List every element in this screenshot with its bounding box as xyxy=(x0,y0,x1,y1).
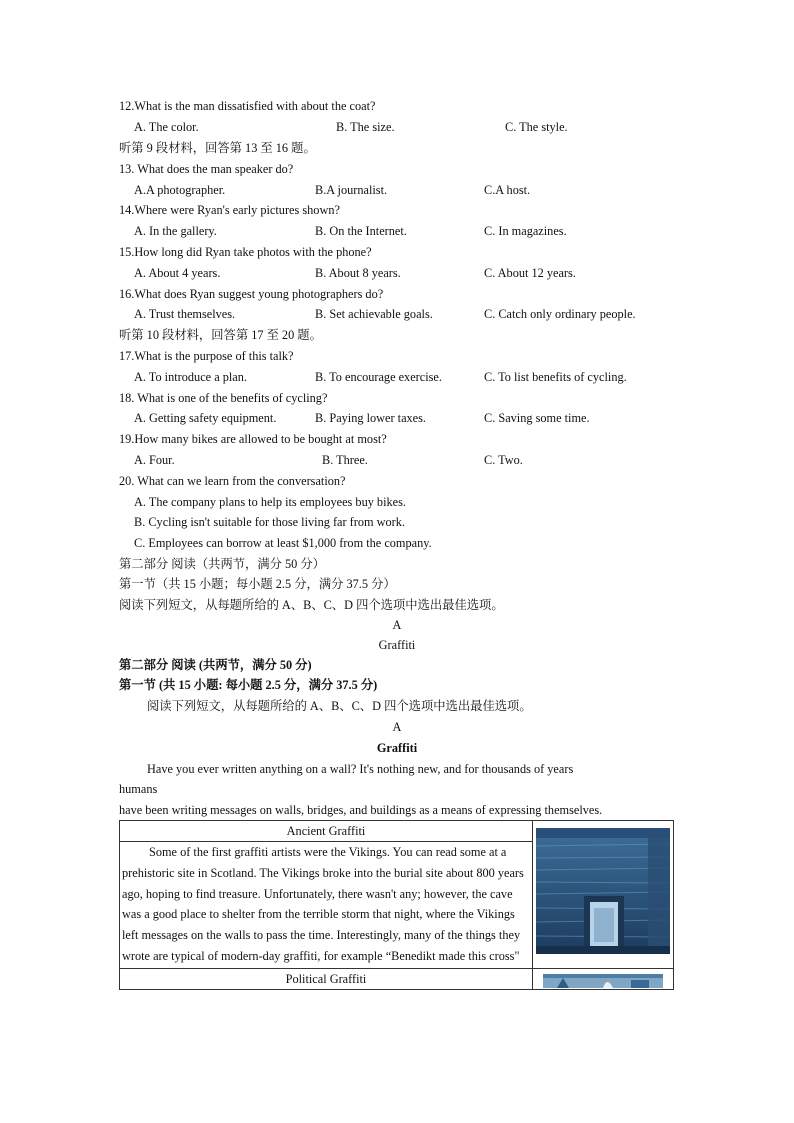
question-15-option-b: B. About 8 years. xyxy=(315,266,401,280)
question-14-option-c: C. In magazines. xyxy=(484,224,567,238)
passage-letter: A xyxy=(392,618,402,632)
question-17-option-b: B. To encourage exercise. xyxy=(315,370,442,384)
question-12-option-b: B. The size. xyxy=(336,120,395,134)
reading-section-title: 第一节（共 15 小题；每小题 2.5 分，满分 37.5 分） xyxy=(119,577,396,591)
question-19-option-b: B. Three. xyxy=(322,453,368,467)
question-12-option-c: C. The style. xyxy=(505,120,568,134)
question-16-stem: 16.What does Ryan suggest young photographers do? xyxy=(119,287,384,301)
question-13-option-a: A.A photographer. xyxy=(134,183,226,197)
question-19-option-a: A. Four. xyxy=(134,453,175,467)
reading-section-title-bold: 第一节 (共 15 小题: 每小题 2.5 分，满分 37.5 分) xyxy=(119,678,378,692)
question-20-stem: 20. What can we learn from the conversation? xyxy=(119,474,346,488)
question-12-stem: 12.What is the man dissatisfied with about the coat? xyxy=(119,99,376,113)
question-14-stem: 14.Where were Ryan's early pictures shown? xyxy=(119,203,340,217)
question-18-option-c: C. Saving some time. xyxy=(484,411,590,425)
question-20-option-b: B. Cycling isn't suitable for those living far from work. xyxy=(134,515,405,529)
question-15-option-c: C. About 12 years. xyxy=(484,266,576,280)
passage-intro-line-2: humans xyxy=(119,782,158,796)
question-16-option-c: C. Catch only ordinary people. xyxy=(484,307,636,321)
table-row xyxy=(120,821,674,969)
question-17-option-a: A. To introduce a plan. xyxy=(134,370,247,384)
passage-intro-line-3: have been writing messages on walls, bridges, and buildings as a means of expressing themselves. xyxy=(119,803,603,817)
passage-intro-line-1: Have you ever written anything on a wall? It's nothing new, and for thousands of years xyxy=(147,762,574,776)
question-13-option-b: B.A journalist. xyxy=(315,183,388,197)
ancient-graffiti-cell xyxy=(120,821,533,969)
question-13-option-c: C.A host. xyxy=(484,183,531,197)
question-18-option-b: B. Paying lower taxes. xyxy=(315,411,426,425)
political-graffiti-heading: Political Graffiti xyxy=(285,971,367,986)
section-9-instruction: 听第 9 段材料，回答第 13 至 16 题。 xyxy=(119,141,316,155)
wall-photo xyxy=(543,974,663,988)
question-20-option-c: C. Employees can borrow at least $1,000 from the company. xyxy=(134,536,432,550)
question-14-option-a: A. In the gallery. xyxy=(134,224,217,238)
reading-instruction: 阅读下列短文，从每题所给的 A、B、C、D 四个选项中选出最佳选项。 xyxy=(119,598,504,612)
question-12-option-a: A. The color. xyxy=(134,120,199,134)
question-19-option-c: C. Two. xyxy=(484,453,523,467)
question-14-option-b: B. On the Internet. xyxy=(315,224,407,238)
cave-photo xyxy=(536,828,670,954)
passage-title: Graffiti xyxy=(378,638,416,652)
question-20-option-a: A. The company plans to help its employees buy bikes. xyxy=(134,495,406,509)
question-18-stem: 18. What is one of the benefits of cycling? xyxy=(119,391,328,405)
question-18-option-a: A. Getting safety equipment. xyxy=(134,411,277,425)
ancient-graffiti-image-cell xyxy=(533,821,674,969)
reading-part-title: 第二部分 阅读（共两节，满分 50 分） xyxy=(119,557,325,571)
graffiti-table xyxy=(119,820,674,990)
reading-instruction-repeat: 阅读下列短文，从每题所给的 A、B、C、D 四个选项中选出最佳选项。 xyxy=(147,699,532,713)
table-row xyxy=(120,968,674,989)
question-17-stem: 17.What is the purpose of this talk? xyxy=(119,349,294,363)
section-10-instruction: 听第 10 段材料，回答第 17 至 20 题。 xyxy=(119,328,322,342)
question-13-stem: 13. What does the man speaker do? xyxy=(119,162,294,176)
passage-title-bold: Graffiti xyxy=(376,741,418,755)
reading-part-title-bold: 第二部分 阅读 (共两节，满分 50 分) xyxy=(119,658,312,672)
question-17-option-c: C. To list benefits of cycling. xyxy=(484,370,627,384)
question-16-option-a: A. Trust themselves. xyxy=(134,307,236,321)
ancient-graffiti-heading: Ancient Graffiti xyxy=(286,824,366,838)
question-16-option-b: B. Set achievable goals. xyxy=(315,307,433,321)
ancient-graffiti-text: Some of the first graffiti artists were the Vikings. You can read some at a prehistoric site in Scotland. The Vikings broke into the burial site about 800 years ago, hoping to find treasure. Unfortunately, there wasn't any; however, the cave was a good place to shelter from the terrible storm that night, where the Vikings left messages on the walls to pass the time. Interestingly, many of the things they wrote are typical of modern-day graffiti, for example “Benedikt made this cross" xyxy=(120,841,532,968)
question-19-stem: 19.How many bikes are allowed to be bought at most? xyxy=(119,432,387,446)
political-graffiti-cell xyxy=(120,968,533,989)
political-graffiti-image-cell xyxy=(533,968,674,989)
question-15-stem: 15.How long did Ryan take photos with the phone? xyxy=(119,245,372,259)
passage-letter-repeat: A xyxy=(392,720,402,734)
question-15-option-a: A. About 4 years. xyxy=(134,266,221,280)
